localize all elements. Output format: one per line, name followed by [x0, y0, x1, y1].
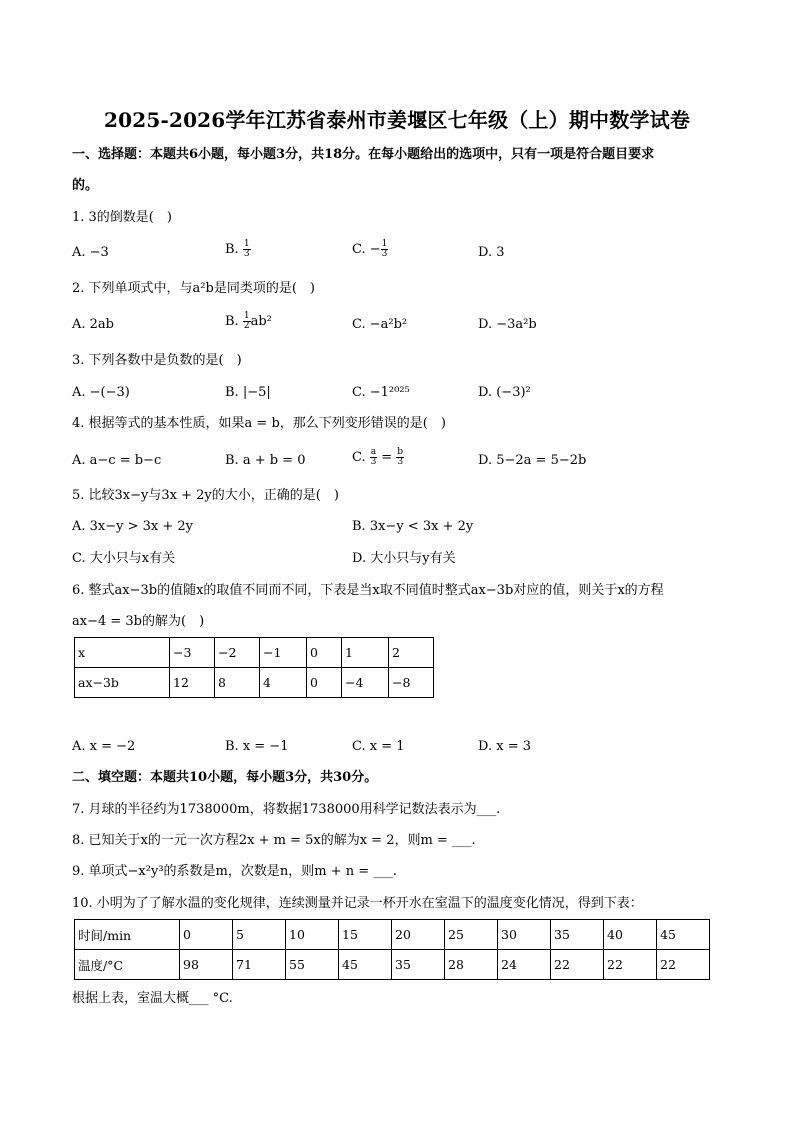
table-cell: 时间/min	[75, 920, 180, 950]
table-cell: 12	[170, 668, 215, 698]
q1-option-c: C. − $\frac{1}{3}$	[352, 239, 388, 259]
table-cell: 0	[307, 668, 342, 698]
q2-option-d: D. −3a²b	[478, 317, 537, 332]
q6-option-a: A. x = −2	[72, 739, 136, 754]
table-cell: 20	[392, 920, 445, 950]
section1-heading-cont: 的。	[72, 178, 99, 193]
table-cell: 温度/°C	[75, 950, 180, 980]
table-cell: −8	[389, 668, 434, 698]
q1-option-d: D. 3	[478, 245, 505, 260]
table-cell: 22	[604, 950, 657, 980]
table-cell: 4	[260, 668, 307, 698]
table-cell: 35	[392, 950, 445, 980]
q3-option-b: B. |−5|	[225, 385, 271, 400]
q2-option-a: A. 2ab	[72, 317, 114, 332]
q3-option-a: A. −(−3)	[72, 385, 130, 400]
table-cell: −3	[170, 638, 215, 668]
q5-option-c: C. 大小只与x有关	[72, 551, 176, 566]
q6-table	[74, 637, 434, 698]
table-cell: 0	[180, 920, 233, 950]
table-cell: ax−3b	[75, 668, 170, 698]
table-cell: 45	[339, 950, 392, 980]
table-row	[75, 950, 710, 980]
q3-stem: 3. 下列各数中是负数的是( )	[72, 353, 242, 368]
q4-option-d: D. 5−2a = 5−2b	[478, 453, 587, 468]
table-cell: 30	[498, 920, 551, 950]
q6-stem-cont: ax−4 = 3b的解为( )	[72, 614, 205, 629]
table-row	[75, 920, 710, 950]
q4-stem: 4. 根据等式的基本性质，如果a = b，那么下列变形错误的是( )	[72, 416, 446, 431]
q10-after-text: 根据上表，室温大概___ °C.	[72, 991, 233, 1006]
q8-stem: 8. 已知关于x的一元一次方程2x + m = 5x的解为x = 2，则m = ___.	[72, 833, 476, 848]
page-title: 2025-2026学年江苏省泰州市姜堰区七年级（上）期中数学试卷	[103, 108, 691, 132]
q3-option-d: D. (−3)²	[478, 385, 531, 400]
table-cell: 28	[445, 950, 498, 980]
q6-option-c: C. x = 1	[352, 739, 405, 754]
table-cell: 5	[233, 920, 286, 950]
table-cell: 22	[551, 950, 604, 980]
q2-option-b: B. $\frac{1}{2}$ ab²	[225, 311, 272, 331]
table-cell: 55	[286, 950, 339, 980]
table-cell: 22	[657, 950, 710, 980]
q10-stem: 10. 小明为了了解水温的变化规律，连续测量并记录一杯开水在室温下的温度变化情况，得到下表：	[72, 896, 643, 911]
q9-stem: 9. 单项式−x²y³的系数是m，次数是n，则m + n = ___.	[72, 864, 397, 879]
q4-option-b: B. a + b = 0	[225, 453, 306, 468]
q5-stem: 5. 比较3x−y与3x + 2y的大小，正确的是( )	[72, 488, 339, 503]
table-cell: −2	[215, 638, 260, 668]
table-row	[75, 638, 434, 668]
q3-option-c: C. −1²⁰²⁵	[352, 385, 410, 400]
table-cell: 10	[286, 920, 339, 950]
table-cell: 40	[604, 920, 657, 950]
q6-option-b: B. x = −1	[225, 739, 289, 754]
q1-option-a: A. −3	[72, 245, 109, 260]
q4-option-c: C. $\frac{a}{3}$ = $\frac{b}{3}$	[352, 447, 404, 467]
table-cell: 24	[498, 950, 551, 980]
q1-stem: 1. 3的倒数是( )	[72, 210, 172, 225]
table-cell: 2	[389, 638, 434, 668]
table-cell: −4	[342, 668, 389, 698]
section1-heading: 一、选择题：本题共6小题，每小题3分，共18分。在每小题给出的选项中，只有一项是符合题目要求	[72, 147, 655, 162]
q5-option-a: A. 3x−y > 3x + 2y	[72, 519, 194, 534]
q2-option-c: C. −a²b²	[352, 317, 408, 332]
q6-option-d: D. x = 3	[478, 739, 531, 754]
section2-heading: 二、填空题：本题共10小题，每小题3分，共30分。	[72, 770, 378, 785]
q7-stem: 7. 月球的半径约为1738000m，将数据1738000用科学记数法表示为___.	[72, 802, 501, 817]
table-cell: 1	[342, 638, 389, 668]
q5-option-d: D. 大小只与y有关	[352, 551, 456, 566]
q4-option-a: A. a−c = b−c	[72, 453, 162, 468]
table-cell: 71	[233, 950, 286, 980]
q6-stem: 6. 整式ax−3b的值随x的取值不同而不同，下表是当x取不同值时整式ax−3b对应的值，则关于x的方程	[72, 583, 664, 598]
table-cell: 98	[180, 950, 233, 980]
q5-option-b: B. 3x−y < 3x + 2y	[352, 519, 474, 534]
q2-stem: 2. 下列单项式中，与a²b是同类项的是( )	[72, 281, 315, 296]
table-cell: 45	[657, 920, 710, 950]
table-row	[75, 668, 434, 698]
table-cell: x	[75, 638, 170, 668]
table-cell: −1	[260, 638, 307, 668]
table-cell: 25	[445, 920, 498, 950]
table-cell: 35	[551, 920, 604, 950]
table-cell: 15	[339, 920, 392, 950]
table-cell: 0	[307, 638, 342, 668]
q10-table	[74, 919, 710, 980]
q1-option-b: B. $\frac{1}{3}$	[225, 239, 250, 259]
table-cell: 8	[215, 668, 260, 698]
